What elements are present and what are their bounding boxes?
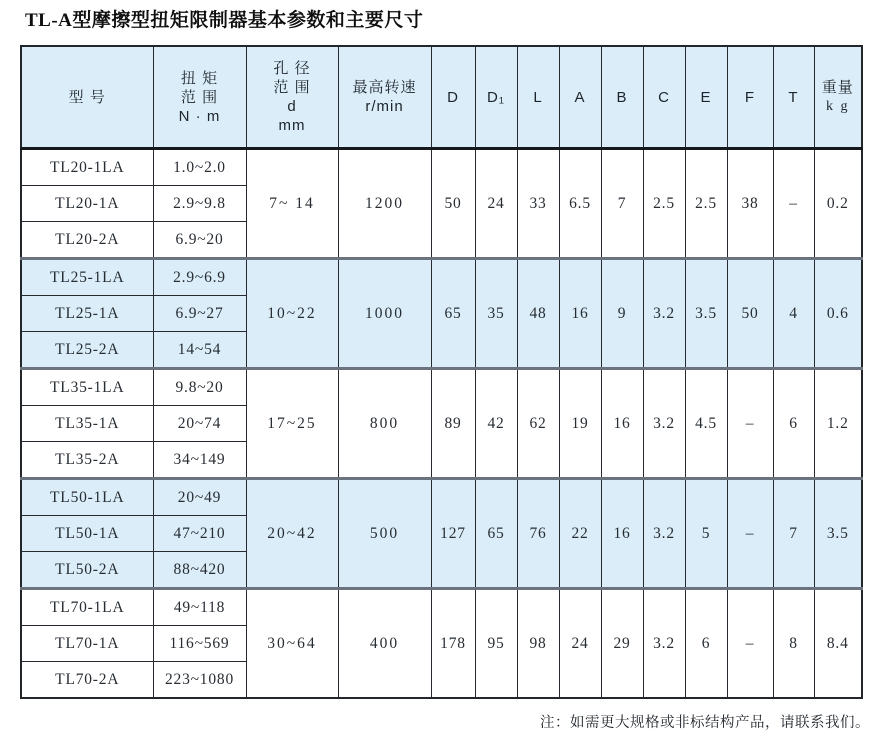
dim-T-cell: 6 [773, 369, 814, 479]
torque-cell: 49~118 [153, 589, 246, 626]
model-cell: TL25-2A [21, 332, 153, 369]
dim-T-cell: 7 [773, 479, 814, 589]
torque-cell: 116~569 [153, 626, 246, 662]
col-header-torque-line: 扭 矩 [180, 69, 219, 87]
dim-C-cell: 2.5 [643, 149, 685, 259]
col-header-weight-unit: k g [826, 99, 850, 114]
dim-C-cell: 3.2 [643, 369, 685, 479]
col-header-torque-unit: N · m [178, 107, 221, 125]
dim-D1-cell: 42 [475, 369, 517, 479]
bore-range-cell: 17~25 [246, 369, 338, 479]
col-header-T: T [773, 46, 814, 149]
col-header-bore-symbol: d [287, 98, 297, 115]
model-cell: TL50-2A [21, 552, 153, 589]
col-header-speed [338, 46, 431, 149]
dim-L-cell: 98 [517, 589, 559, 699]
model-cell: TL20-1LA [21, 149, 153, 186]
torque-cell: 47~210 [153, 516, 246, 552]
dim-F-cell: – [727, 589, 773, 699]
dim-F-cell: 50 [727, 259, 773, 369]
max-speed-cell: 400 [338, 589, 431, 699]
dim-D-cell: 65 [431, 259, 475, 369]
dim-B-cell: 16 [601, 479, 643, 589]
torque-cell: 2.9~9.8 [153, 186, 246, 222]
dim-A-cell: 16 [559, 259, 601, 369]
col-header-torque [153, 46, 246, 149]
dim-E-cell: 5 [685, 479, 727, 589]
model-cell: TL25-1LA [21, 259, 153, 296]
spec-table [20, 45, 863, 699]
torque-cell: 6.9~27 [153, 296, 246, 332]
weight-cell: 1.2 [814, 369, 862, 479]
dim-D1-cell: 24 [475, 149, 517, 259]
weight-cell: 0.2 [814, 149, 862, 259]
dim-D1-cell: 65 [475, 479, 517, 589]
torque-cell: 14~54 [153, 332, 246, 369]
col-header-C: C [643, 46, 685, 149]
weight-cell: 0.6 [814, 259, 862, 369]
dim-D-cell: 127 [431, 479, 475, 589]
page-title: TL-A型摩擦型扭矩限制器基本参数和主要尺寸 [25, 10, 424, 31]
dim-A-cell: 6.5 [559, 149, 601, 259]
col-header-F: F [727, 46, 773, 149]
dim-B-cell: 16 [601, 369, 643, 479]
dim-E-cell: 3.5 [685, 259, 727, 369]
table-row [21, 259, 862, 296]
col-header-A: A [559, 46, 601, 149]
torque-cell: 9.8~20 [153, 369, 246, 406]
bore-range-cell: 30~64 [246, 589, 338, 699]
torque-cell: 20~49 [153, 479, 246, 516]
dim-E-cell: 6 [685, 589, 727, 699]
bore-range-cell: 10~22 [246, 259, 338, 369]
dim-F-cell: – [727, 369, 773, 479]
dim-D1-cell: 35 [475, 259, 517, 369]
footer-note: 注：如需更大规格或非标结构产品，请联系我们。 [540, 715, 870, 731]
dim-C-cell: 3.2 [643, 259, 685, 369]
col-header-D: D [431, 46, 475, 149]
model-cell: TL70-1A [21, 626, 153, 662]
col-header-speed-unit: r/min [365, 98, 404, 115]
col-header-bore-line: 孔 径 [273, 60, 311, 77]
dim-C-cell: 3.2 [643, 589, 685, 699]
dim-F-cell: 38 [727, 149, 773, 259]
max-speed-cell: 1200 [338, 149, 431, 259]
dim-E-cell: 4.5 [685, 369, 727, 479]
max-speed-cell: 1000 [338, 259, 431, 369]
weight-cell: 3.5 [814, 479, 862, 589]
dim-C-cell: 3.2 [643, 479, 685, 589]
dim-L-cell: 62 [517, 369, 559, 479]
table-row [21, 589, 862, 626]
col-header-weight-line: 重量 [821, 79, 854, 96]
dim-F-cell: – [727, 479, 773, 589]
col-header-weight [814, 46, 862, 149]
dim-A-cell: 24 [559, 589, 601, 699]
col-header-D1: D₁ [475, 46, 517, 149]
col-header-bore [246, 46, 338, 149]
torque-cell: 34~149 [153, 442, 246, 479]
model-cell: TL70-2A [21, 662, 153, 699]
torque-cell: 20~74 [153, 406, 246, 442]
dim-D1-cell: 95 [475, 589, 517, 699]
dim-B-cell: 7 [601, 149, 643, 259]
torque-cell: 223~1080 [153, 662, 246, 699]
model-cell: TL35-1A [21, 406, 153, 442]
dim-B-cell: 29 [601, 589, 643, 699]
model-cell: TL20-1A [21, 186, 153, 222]
col-header-model: 型 号 [21, 46, 153, 149]
col-header-torque-line: 范 围 [180, 88, 219, 106]
max-speed-cell: 500 [338, 479, 431, 589]
col-header-B: B [601, 46, 643, 149]
dim-A-cell: 19 [559, 369, 601, 479]
col-header-bore-unit: mm [278, 117, 306, 134]
col-header-E: E [685, 46, 727, 149]
col-header-speed-line: 最高转速 [352, 79, 417, 96]
dim-T-cell: – [773, 149, 814, 259]
max-speed-cell: 800 [338, 369, 431, 479]
model-cell: TL70-1LA [21, 589, 153, 626]
model-cell: TL50-1A [21, 516, 153, 552]
model-cell: TL35-1LA [21, 369, 153, 406]
model-cell: TL25-1A [21, 296, 153, 332]
table-row [21, 369, 862, 406]
model-cell: TL35-2A [21, 442, 153, 479]
bore-range-cell: 7~ 14 [246, 149, 338, 259]
dim-D-cell: 89 [431, 369, 475, 479]
model-cell: TL50-1LA [21, 479, 153, 516]
dim-T-cell: 4 [773, 259, 814, 369]
bore-range-cell: 20~42 [246, 479, 338, 589]
table-row [21, 479, 862, 516]
dim-D-cell: 178 [431, 589, 475, 699]
header-row [21, 46, 862, 149]
torque-cell: 1.0~2.0 [153, 149, 246, 186]
col-header-bore-line: 范 围 [273, 79, 311, 96]
torque-cell: 2.9~6.9 [153, 259, 246, 296]
torque-cell: 6.9~20 [153, 222, 246, 259]
table-row [21, 149, 862, 186]
dim-L-cell: 48 [517, 259, 559, 369]
weight-cell: 8.4 [814, 589, 862, 699]
dim-B-cell: 9 [601, 259, 643, 369]
dim-A-cell: 22 [559, 479, 601, 589]
dim-D-cell: 50 [431, 149, 475, 259]
dim-E-cell: 2.5 [685, 149, 727, 259]
torque-cell: 88~420 [153, 552, 246, 589]
dim-T-cell: 8 [773, 589, 814, 699]
dim-L-cell: 33 [517, 149, 559, 259]
model-cell: TL20-2A [21, 222, 153, 259]
col-header-L: L [517, 46, 559, 149]
dim-L-cell: 76 [517, 479, 559, 589]
